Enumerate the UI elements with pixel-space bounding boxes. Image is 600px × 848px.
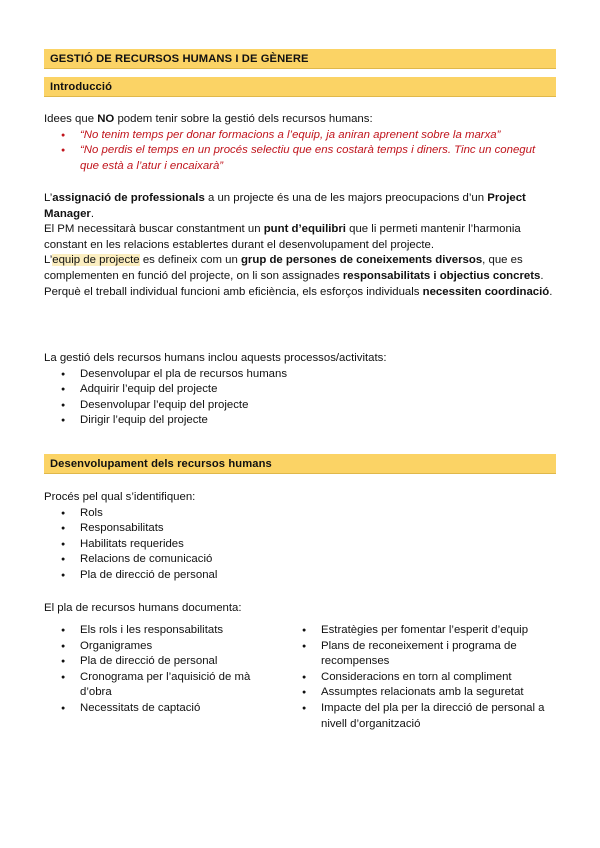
paragraph-coordination: Perquè el treball individual funcioni amb eficiència, els esforços individuals necessiten coordinació. <box>44 285 553 298</box>
list-item: ● Adquirir l’equip del projecte <box>44 382 564 398</box>
ideas-block <box>44 112 564 174</box>
list-item: ● Responsabilitats <box>44 521 564 537</box>
list-item: ● Habilitats requerides <box>44 537 564 553</box>
section-heading-development: Desenvolupament dels recursos humans <box>44 454 556 474</box>
list-item: ● Dirigir l’equip del projecte <box>44 413 564 429</box>
list-item: ● Desenvolupar el pla de recursos humans <box>44 367 564 383</box>
wrong-ideas-list <box>44 128 564 175</box>
identify-lead: Procés pel qual s’identifiquen: <box>44 491 196 503</box>
list-item: ● Necessitats de captació <box>44 701 284 717</box>
document-title: GESTIÓ DE RECURSOS HUMANS I DE GÈNERE <box>44 49 556 69</box>
intro-paragraphs <box>44 191 559 300</box>
list-item: ● Organigrames <box>44 639 284 655</box>
list-item: ● “No tenim temps per donar formacions a l’equip, ja aniran aprenent sobre la marxa” <box>44 128 564 144</box>
list-item: ● Rols <box>44 506 564 522</box>
plan-lead: El pla de recursos humans documenta: <box>44 602 242 614</box>
list-item: ● Estratègies per fomentar l’esperit d’equip <box>285 623 561 639</box>
list-item: ● Plans de reconeixement i programa de recompenses <box>285 639 536 670</box>
list-item: ● Consideracions en torn al compliment <box>285 670 561 686</box>
list-item: ● Impacte del pla per la direcció de personal a nivell d’organització <box>285 701 556 732</box>
plan-list-right-column <box>285 623 561 732</box>
plan-list-left-column <box>44 623 284 717</box>
paragraph-balance: El PM necessitarà buscar constantment un punt d’equilibri que li permeti mantenir l’harmonia constant en les relacions establertes durant el desenvolupament del projecte. <box>44 223 521 251</box>
list-item: ● Assumptes relacionats amb la seguretat <box>285 685 561 701</box>
list-item: ● Els rols i les responsabilitats <box>44 623 284 639</box>
processes-list <box>44 367 564 429</box>
identify-block <box>44 490 564 584</box>
list-item: ● Cronograma per l’aquisició de mà d’obra <box>44 670 270 701</box>
list-item: ● Pla de direcció de personal <box>44 654 284 670</box>
list-item: ● Pla de direcció de personal <box>44 568 564 584</box>
paragraph-team-definition: L’equip de projecte es defineix com un grup de persones de coneixements diversos, que es complementen en funció del projecte, on li son assignades responsabilitats i objectius concrets. <box>44 254 544 282</box>
paragraph-assignment: L’assignació de professionals a un projecte és una de les majors preocupacions d’un Project Manager. <box>44 192 526 220</box>
processes-block <box>44 351 564 429</box>
list-item: ● Relacions de comunicació <box>44 552 564 568</box>
highlighted-term: equip de projecte <box>52 254 140 267</box>
list-item: ● Desenvolupar l’equip del projecte <box>44 398 564 414</box>
list-item: ● “No perdis el temps en un procés selectiu que ens costarà temps i diners. Tinc un conegut que està a l’atur i encaixarà” <box>44 143 540 174</box>
processes-lead: La gestió dels recursos humans inclou aquests processos/activitats: <box>44 352 387 364</box>
ideas-lead: Idees que NO podem tenir sobre la gestió dels recursos humans: <box>44 113 373 125</box>
section-heading-introduction: Introducció <box>44 77 556 97</box>
identify-list <box>44 506 564 584</box>
